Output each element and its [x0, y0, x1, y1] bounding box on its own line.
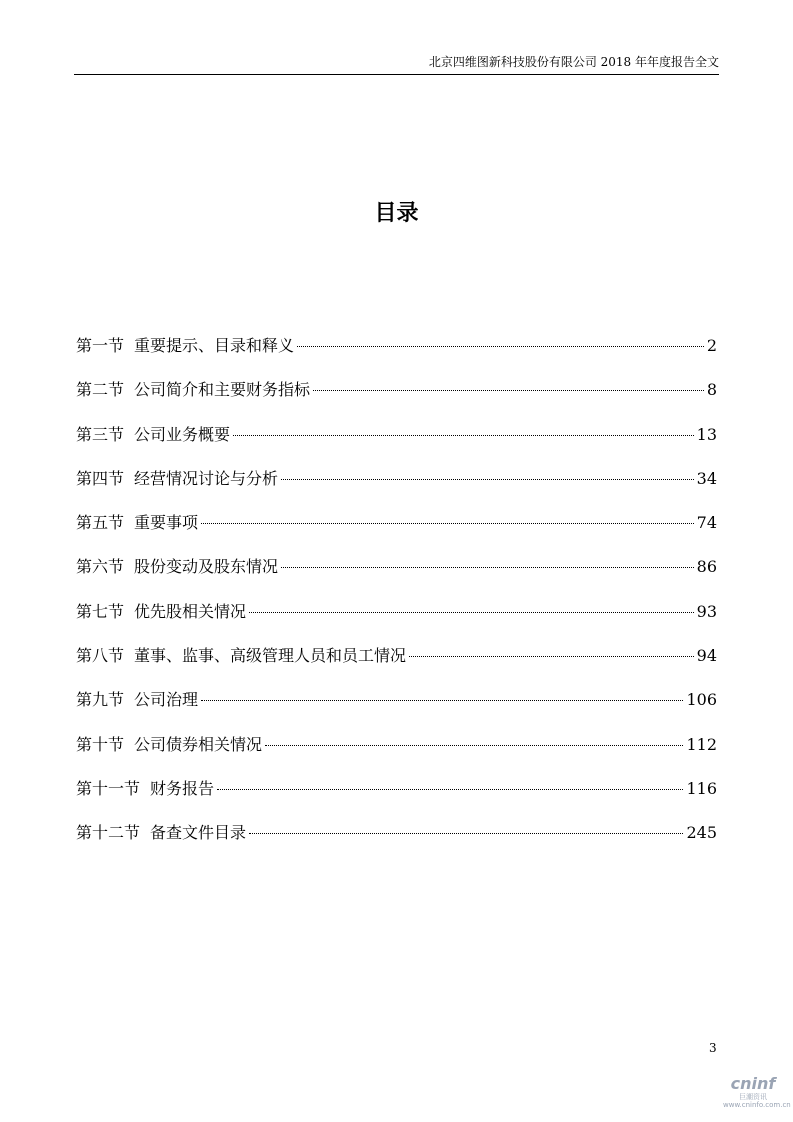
toc-leader-dots — [201, 700, 683, 701]
toc-entry[interactable] — [76, 379, 717, 423]
toc-entry-label — [76, 689, 198, 711]
toc-section: 第六节 — [76, 557, 125, 577]
cninfo-logo — [723, 1074, 791, 1110]
toc-leader-dots — [313, 390, 704, 391]
toc-leader-dots — [249, 833, 683, 834]
toc-title: 董事、监事、高级管理人员和员工情况 — [134, 646, 407, 666]
logo-mark: cninf — [730, 1074, 776, 1093]
toc-entry-label — [76, 379, 310, 401]
logo-cn-text: 巨潮资讯 — [739, 1093, 767, 1101]
toc-title: 重要事项 — [134, 513, 199, 533]
toc-page-number: 86 — [696, 557, 717, 577]
toc-title: 财务报告 — [150, 778, 215, 798]
toc-leader-dots — [281, 479, 694, 480]
toc-entry-label — [76, 734, 262, 756]
toc-title: 经营情况讨论与分析 — [134, 468, 279, 488]
toc-title: 公司简介和主要财务指标 — [134, 380, 311, 400]
toc-entry[interactable] — [76, 822, 717, 866]
toc-page-number: 112 — [686, 734, 717, 754]
toc-entry-label — [76, 556, 278, 578]
toc-page-number: 93 — [696, 601, 717, 621]
toc-section: 第十节 — [76, 734, 125, 754]
toc-entry-label — [76, 468, 278, 490]
toc-entry[interactable] — [76, 512, 717, 556]
toc-entry-label — [76, 335, 294, 357]
toc-entry[interactable] — [76, 601, 717, 645]
toc-leader-dots — [217, 789, 683, 790]
table-of-contents — [76, 335, 717, 867]
toc-entry[interactable] — [76, 645, 717, 689]
toc-leader-dots — [249, 612, 694, 613]
toc-section: 第一节 — [76, 336, 125, 355]
toc-section: 第二节 — [76, 380, 125, 400]
toc-section: 第四节 — [76, 468, 125, 488]
toc-leader-dots — [265, 745, 683, 746]
toc-entry-label — [76, 512, 198, 534]
toc-page-number: 106 — [686, 690, 717, 710]
toc-entry-label — [76, 822, 246, 844]
page-number: 3 — [709, 1041, 717, 1055]
logo-url: www.cninfo.com.cn — [723, 1101, 791, 1109]
page-title: 目录 — [374, 201, 419, 226]
toc-leader-dots — [233, 435, 694, 436]
toc-section: 第三节 — [76, 424, 125, 444]
toc-page-number: 34 — [696, 468, 717, 488]
toc-section: 第五节 — [76, 513, 125, 533]
toc-title: 股份变动及股东情况 — [134, 557, 279, 577]
toc-title: 备查文件目录 — [150, 823, 247, 843]
toc-entry-label — [76, 601, 246, 623]
toc-entry-label — [76, 424, 230, 446]
toc-page-number: 74 — [696, 513, 717, 533]
toc-entry[interactable] — [76, 335, 717, 379]
toc-entry[interactable] — [76, 468, 717, 512]
toc-section: 第八节 — [76, 646, 125, 666]
toc-title: 公司债券相关情况 — [134, 734, 263, 754]
toc-entry[interactable] — [76, 556, 717, 600]
toc-leader-dots — [297, 346, 704, 347]
toc-title: 公司治理 — [134, 690, 199, 710]
toc-page-number: 116 — [686, 778, 717, 798]
toc-leader-dots — [201, 523, 694, 524]
toc-page-number: 245 — [686, 823, 717, 843]
toc-section: 第十二节 — [76, 823, 141, 843]
toc-leader-dots — [281, 567, 694, 568]
toc-entry[interactable] — [76, 689, 717, 733]
toc-entry[interactable] — [76, 778, 717, 822]
toc-page-number: 94 — [696, 646, 717, 666]
toc-entry-label — [76, 645, 406, 667]
toc-section: 第十一节 — [76, 778, 141, 798]
toc-title: 重要提示、目录和释义 — [134, 336, 295, 355]
toc-entry[interactable] — [76, 424, 717, 468]
toc-title: 公司业务概要 — [134, 424, 231, 444]
toc-entry[interactable] — [76, 734, 717, 778]
header-text: 北京四维图新科技股份有限公司 2018 年年度报告全文 — [428, 55, 719, 69]
toc-page-number: 13 — [696, 424, 717, 444]
toc-page-number: 2 — [706, 336, 717, 355]
toc-page-number: 8 — [706, 380, 717, 400]
toc-title: 优先股相关情况 — [134, 601, 247, 621]
toc-entry-label — [76, 778, 214, 800]
toc-section: 第七节 — [76, 601, 125, 621]
page-header — [74, 54, 719, 75]
toc-section: 第九节 — [76, 690, 125, 710]
toc-leader-dots — [409, 656, 694, 657]
